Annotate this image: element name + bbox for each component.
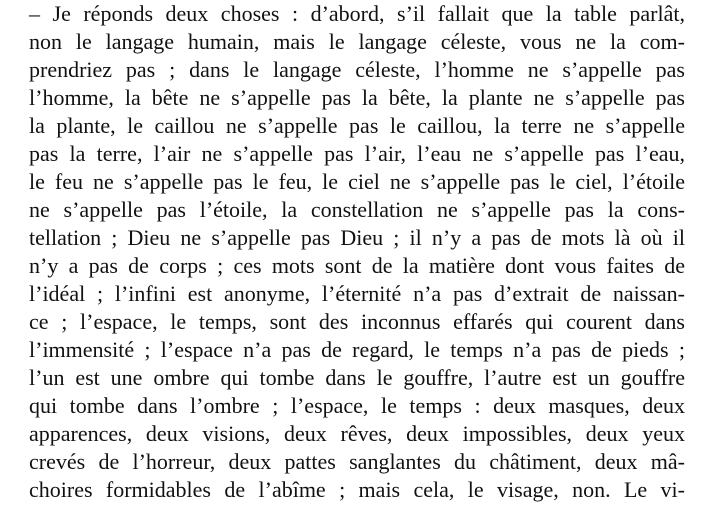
text-line-13: l’immensité ; l’espace n’a pas de regard, le temps n’a pas de pieds ;: [29, 337, 685, 362]
text-line-7: le feu ne s’appelle pas le feu, le ciel ne s’appelle pas le ciel, l’étoile: [29, 169, 685, 194]
text-line-9: tellation ; Dieu ne s’appelle pas Dieu ; il n’y a pas de mots là où il: [29, 225, 685, 250]
text-line-16: apparences, deux visions, deux rêves, deux impossibles, deux yeux: [29, 421, 685, 446]
text-line-1: – Je réponds deux choses : d’abord, s’il fallait que la table parlât,: [29, 1, 685, 26]
text-line-11: l’idéal ; l’infini est anonyme, l’éternité n’a pas d’extrait de naissan-: [29, 281, 685, 306]
text-line-3: prendriez pas ; dans le langage céleste, l’homme ne s’appelle pas: [29, 57, 685, 82]
text-line-4: l’homme, la bête ne s’appelle pas la bête, la plante ne s’appelle pas: [29, 85, 685, 110]
text-line-18: choires formidables de l’abîme ; mais cela, le visage, non. Le vi-: [29, 477, 685, 502]
text-line-5: la plante, le caillou ne s’appelle pas le caillou, la terre ne s’appelle: [29, 113, 685, 138]
text-line-2: non le langage humain, mais le langage céleste, vous ne la com-: [29, 29, 685, 54]
text-line-12: ce ; l’espace, le temps, sont des inconnus effarés qui courent dans: [29, 309, 685, 334]
text-line-14: l’un est une ombre qui tombe dans le gouffre, l’autre est un gouffre: [29, 365, 685, 390]
text-line-15: qui tombe dans l’ombre ; l’espace, le temps : deux masques, deux: [29, 393, 685, 418]
text-line-17: crevés de l’horreur, deux pattes sanglantes du châtiment, deux mâ-: [29, 449, 685, 474]
text-line-10: n’y a pas de corps ; ces mots sont de la matière dont vous faites de: [29, 253, 685, 278]
text-line-8: ne s’appelle pas l’étoile, la constellation ne s’appelle pas la cons-: [29, 197, 685, 222]
text-line-6: pas la terre, l’air ne s’appelle pas l’air, l’eau ne s’appelle pas l’eau,: [29, 141, 685, 166]
